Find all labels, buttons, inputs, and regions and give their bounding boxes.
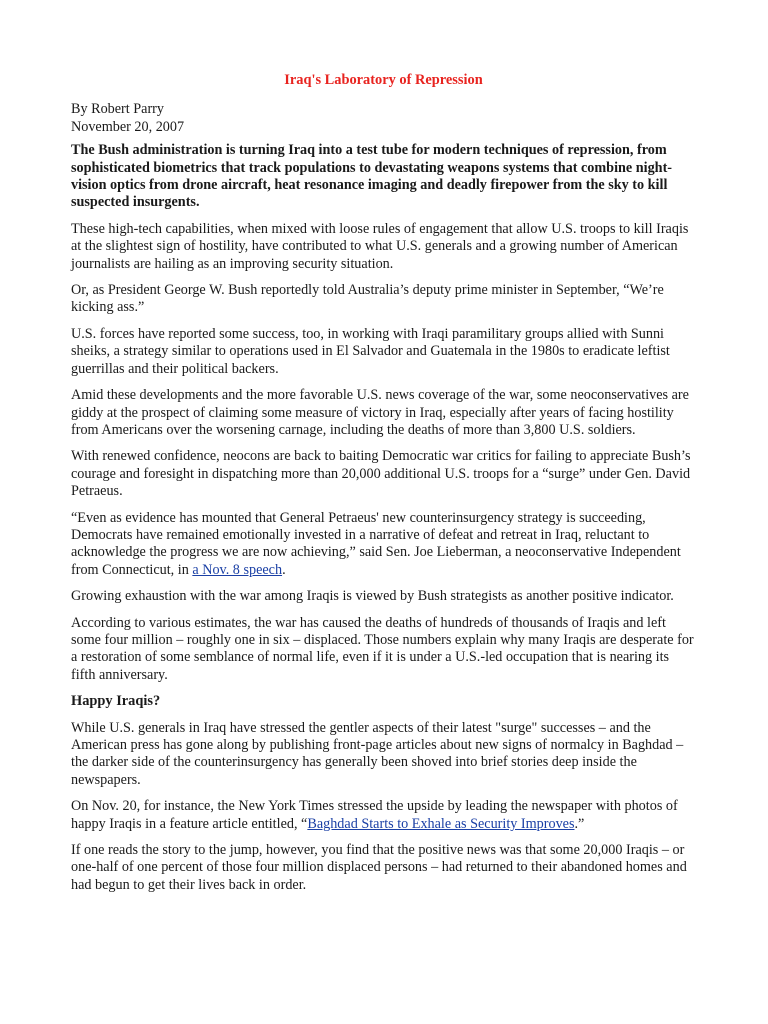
- article-date: November 20, 2007: [71, 118, 185, 135]
- paragraph: U.S. forces have reported some success, too, in working with Iraqi paramilitary groups allied with Sunni sheiks, a strategy similar to operations used in El Salvador and Guatemala in the 1980s to eradicate leftist guerrillas and their political backers.: [71, 325, 670, 377]
- paragraph: Amid these developments and the more favorable U.S. news coverage of the war, some neoconservatives are giddy at the prospect of claiming some measure of victory in Iraq, especially after years of facing hostility from Americans over the worsening carnage, including the deaths of more than 3,800 U.S. soldiers.: [71, 387, 689, 438]
- paragraph-text: “Even as evidence has mounted that General Petraeus' new counterinsurgency strategy is succeeding, Democrats have remained emotionally invested in a narrative of defeat and retreat in Iraq, reluctant to acknowledge the progress we are now achieving,” said Sen. Joe Lieberman, a neoconservative Independent from Connecticut, in: [71, 509, 681, 578]
- paragraph-with-link: [71, 798, 696, 833]
- paragraph: These high-tech capabilities, when mixed with loose rules of engagement that allow U.S. troops to kill Iraqis at the slightest sign of hostility, have contributed to what U.S. generals and a growing number of American journalists are hailing as an improving security situation.: [71, 220, 689, 272]
- nyt-article-link[interactable]: Baghdad Starts to Exhale as Security Improves: [307, 815, 575, 832]
- paragraph: If one reads the story to the jump, however, you find that the positive news was that some 20,000 Iraqis – or one-half of one percent of those four million displaced persons – had returned to their abandoned homes and had begun to get their lives back in order.: [71, 842, 687, 893]
- speech-link[interactable]: a Nov. 8 speech: [192, 561, 283, 578]
- paragraph: While U.S. generals in Iraq have stressed the gentler aspects of their latest "surge" successes – and the American press has gone along by publishing front-page articles about new signs of normalcy in Baghdad – the darker side of the counterinsurgency has generally been shoved into brief stories deep inside the newspapers.: [71, 719, 684, 788]
- paragraph-text-end: .: [282, 561, 286, 578]
- article-lede: The Bush administration is turning Iraq into a test tube for modern techniques of repression, from sophisticated biometrics that track populations to devastating weapons systems that combine night-vision optics from drone aircraft, heat resonance imaging and deadly firepower from the sky to kill suspected insurgents.: [71, 142, 673, 211]
- section-subheading: Happy Iraqis?: [71, 693, 161, 710]
- article-title: Iraq's Laboratory of Repression: [284, 72, 483, 88]
- paragraph-text-end: .”: [574, 815, 585, 832]
- article-author: By Robert Parry: [71, 101, 164, 118]
- paragraph: According to various estimates, the war has caused the deaths of hundreds of thousands of Iraqis and left some four million – roughly one in six – displaced. Those numbers explain why many Iraqis are desperate for a restoration of some semblance of normal life, even if it is under a U.S.-led occupation that is nearing its fifth anniversary.: [71, 614, 694, 683]
- paragraph: Or, as President George W. Bush reportedly told Australia’s deputy prime minister in September, “We’re kicking ass.”: [71, 282, 664, 316]
- paragraph: With renewed confidence, neocons are back to baiting Democratic war critics for failing to appreciate Bush’s courage and foresight in dispatching more than 20,000 additional U.S. troops for a “surge” under Gen. David Petraeus.: [71, 448, 691, 500]
- paragraph: Growing exhaustion with the war among Iraqis is viewed by Bush strategists as another positive indicator.: [71, 588, 674, 605]
- paragraph-with-link: [71, 510, 696, 580]
- paragraph-text: On Nov. 20, for instance, the New York Times stressed the upside by leading the newspaper with photos of happy Iraqis in a feature article entitled, “: [71, 798, 678, 832]
